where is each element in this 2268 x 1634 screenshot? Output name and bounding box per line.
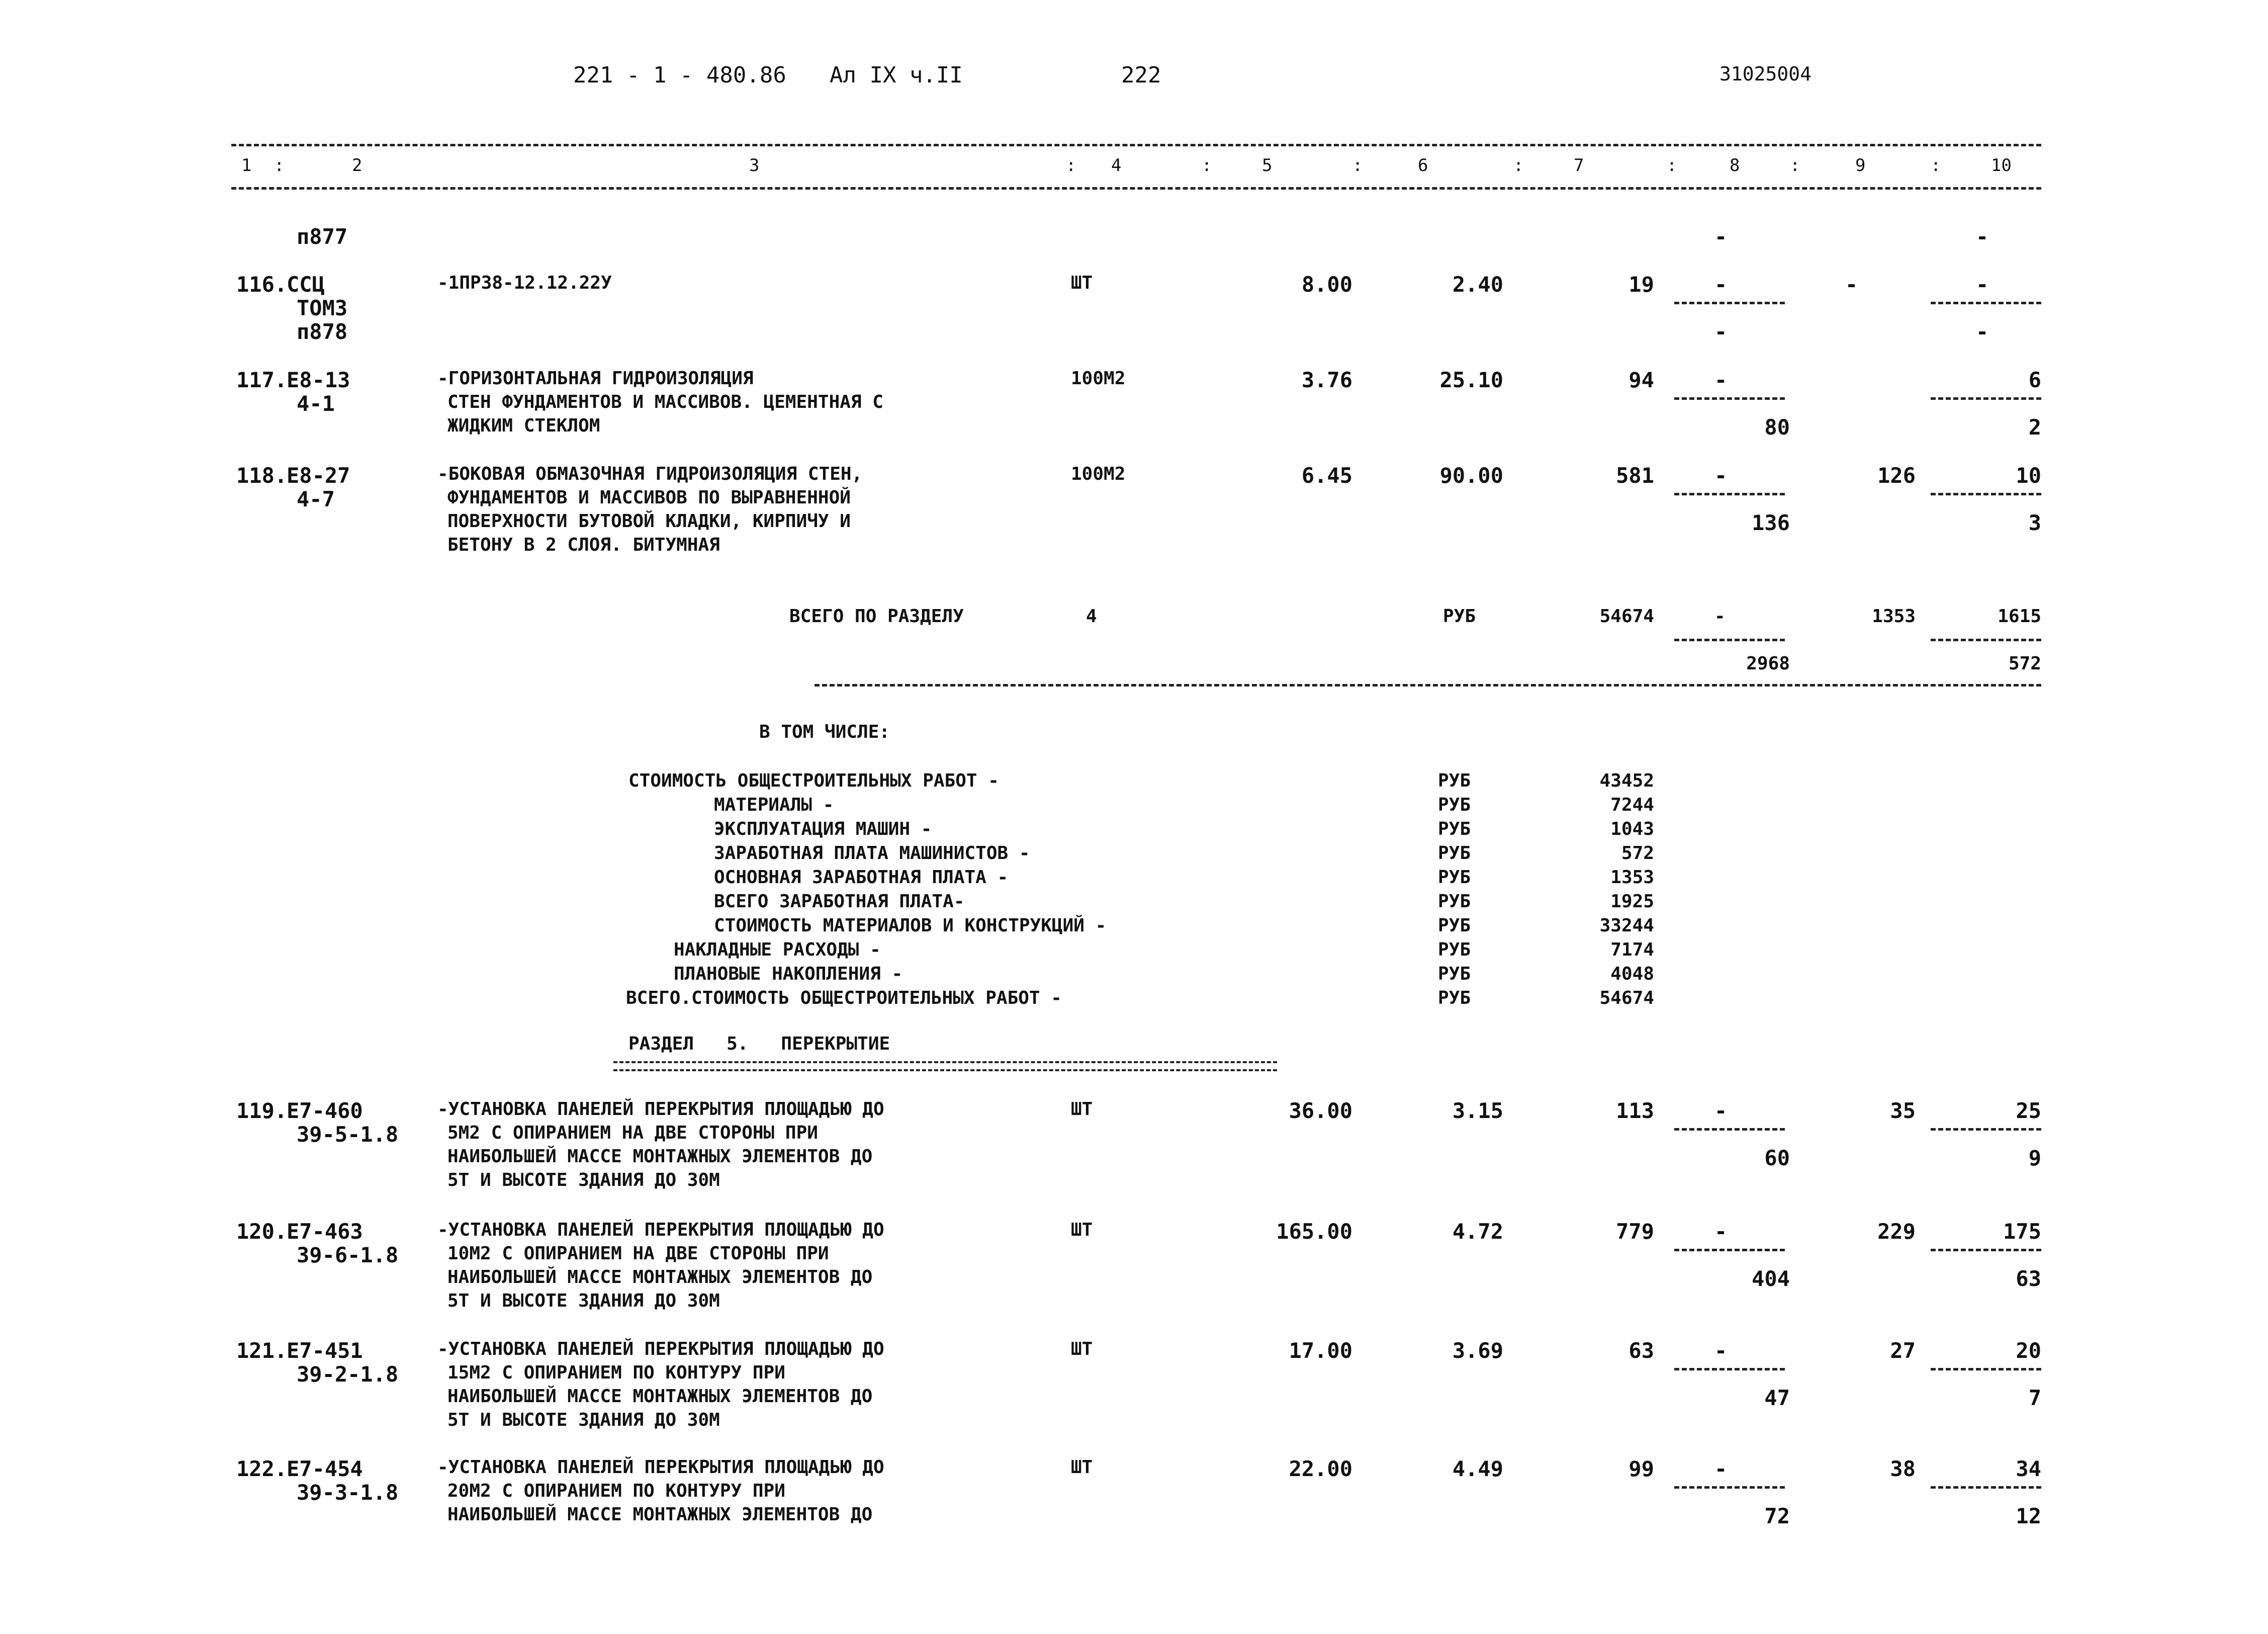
row-unit: ШТ	[1071, 1220, 1093, 1240]
breakdown-label: ЗАРАБОТНАЯ ПЛАТА МАШИНИСТОВ -	[714, 843, 1030, 864]
column-separator: :	[1066, 155, 1076, 176]
row-description-line: НАИБОЛЬШЕЙ МАССЕ МОНТАЖНЫХ ЭЛЕМЕНТОВ ДО	[447, 1267, 873, 1287]
breakdown-value: 54674	[1599, 988, 1654, 1008]
row-col8b: -	[1714, 319, 1728, 344]
row-total: 63	[1628, 1338, 1654, 1363]
row-col10: -	[1976, 224, 1989, 249]
row-col10-dash	[1931, 493, 2041, 495]
row-number: 118.	[236, 463, 288, 488]
column-number-3: 3	[749, 155, 760, 176]
row-description-line: 15М2 С ОПИРАНИЕМ ПО КОНТУРУ ПРИ	[447, 1362, 785, 1383]
breakdown-value: 1353	[1610, 867, 1654, 888]
row-code: Е7-451	[287, 1338, 363, 1363]
page-number: 222	[1121, 62, 1161, 88]
row-description-line: -УСТАНОВКА ПАНЕЛЕЙ ПЕРЕКРЫТИЯ ПЛОЩАДЬЮ ДО	[437, 1457, 884, 1478]
album-ref: Ал IX ч.II	[830, 62, 963, 88]
row-col8b: 404	[1752, 1266, 1790, 1291]
including-label: В ТОМ ЧИСЛЕ:	[759, 722, 890, 742]
row-total: 99	[1628, 1456, 1654, 1481]
row-description-line: НАИБОЛЬШЕЙ МАССЕ МОНТАЖНЫХ ЭЛЕМЕНТОВ ДО	[447, 1386, 873, 1407]
row-col10: 6	[2028, 368, 2041, 392]
row-col8b: 47	[1764, 1386, 1790, 1410]
column-separator: :	[274, 155, 285, 176]
breakdown-unit: РУБ	[1438, 964, 1471, 984]
row-number: 116.	[236, 272, 288, 297]
row-code: Е7-463	[287, 1219, 363, 1244]
section-total-number: 4	[1086, 606, 1097, 627]
row-col10-dash	[1931, 1368, 2041, 1370]
row-unit: ШТ	[1071, 1457, 1093, 1478]
section-5-title: РАЗДЕЛ 5. ПЕРЕКРЫТИЕ	[628, 1034, 890, 1054]
section-5-underline	[613, 1061, 1277, 1071]
row-unit-price: 2.40	[1452, 272, 1503, 297]
row-col10: 10	[2016, 463, 2041, 488]
column-number-2: 2	[352, 155, 362, 176]
row-description-line: НАИБОЛЬШЕЙ МАССЕ МОНТАЖНЫХ ЭЛЕМЕНТОВ ДО	[447, 1146, 873, 1167]
section-total-col8b: 2968	[1746, 653, 1790, 674]
column-separator: :	[1790, 155, 1800, 176]
row-col8: -	[1714, 1219, 1728, 1244]
column-number-5: 5	[1262, 155, 1273, 176]
row-col8: -	[1714, 368, 1728, 392]
breakdown-unit: РУБ	[1438, 891, 1471, 912]
breakdown-label: ЭКСПЛУАТАЦИЯ МАШИН -	[714, 819, 932, 839]
section-total-label: ВСЕГО ПО РАЗДЕЛУ	[789, 606, 964, 627]
row-col8-dash	[1674, 493, 1785, 495]
breakdown-unit: РУБ	[1438, 867, 1471, 888]
breakdown-unit: РУБ	[1438, 915, 1471, 936]
row-col8: -	[1714, 272, 1728, 297]
row-number: 117.	[236, 368, 288, 392]
row-unit-price: 25.10	[1439, 368, 1503, 392]
breakdown-label: СТОИМОСТЬ МАТЕРИАЛОВ И КОНСТРУКЦИЙ -	[714, 915, 1107, 936]
row-col8-dash	[1674, 302, 1785, 304]
row-col10b: 7	[2028, 1386, 2041, 1410]
row-unit-price: 4.49	[1452, 1456, 1503, 1481]
row-number: 120.	[236, 1219, 288, 1244]
row-col8-dash	[1674, 1486, 1785, 1489]
row-total: 779	[1616, 1219, 1654, 1244]
row-col8-dash	[1674, 1368, 1785, 1370]
row-quantity: 36.00	[1289, 1098, 1352, 1123]
row-col9: 126	[1877, 463, 1916, 488]
section-total-col8: -	[1714, 606, 1726, 627]
row-description-line: ПОВЕРХНОСТИ БУТОВОЙ КЛАДКИ, КИРПИЧУ И	[447, 511, 851, 532]
breakdown-unit: РУБ	[1438, 795, 1471, 815]
row-code: Е8-13	[287, 368, 350, 392]
row-unit-price: 3.69	[1452, 1338, 1503, 1363]
row-total: 19	[1628, 272, 1654, 297]
row-col8: -	[1714, 1098, 1728, 1123]
row-col9: 27	[1890, 1338, 1916, 1363]
row-description-line: СТЕН ФУНДАМЕНТОВ И МАССИВОВ. ЦЕМЕНТНАЯ С	[447, 392, 883, 412]
row-code-line2: 39-3-1.8	[297, 1480, 399, 1505]
row-col8-dash	[1674, 397, 1785, 400]
section-total-col10: 1615	[1998, 606, 2041, 627]
row-code-line2: ТОМ3	[297, 296, 348, 320]
row-description-line: 5М2 С ОПИРАНИЕМ НА ДВЕ СТОРОНЫ ПРИ	[447, 1123, 818, 1143]
column-number-10: 10	[1991, 155, 2012, 176]
row-description-line: -УСТАНОВКА ПАНЕЛЕЙ ПЕРЕКРЫТИЯ ПЛОЩАДЬЮ ДО	[437, 1220, 884, 1240]
row-description-line: -ГОРИЗОНТАЛЬНАЯ ГИДРОИЗОЛЯЦИЯ	[437, 368, 754, 389]
breakdown-value: 33244	[1599, 915, 1654, 936]
row-col10b: -	[1976, 319, 1989, 344]
row-quantity: 3.76	[1301, 368, 1352, 392]
row-number: 119.	[236, 1098, 288, 1123]
row-quantity: 6.45	[1301, 463, 1352, 488]
row-col10b: 12	[2016, 1504, 2041, 1528]
column-separator: :	[1352, 155, 1363, 176]
row-code: ССЦ	[287, 272, 325, 297]
column-number-6: 6	[1418, 155, 1428, 176]
row-number: 122.	[236, 1456, 288, 1481]
row-code-line3: п878	[297, 319, 348, 344]
row-unit: ШТ	[1071, 1099, 1093, 1120]
column-number-4: 4	[1111, 155, 1122, 176]
row-unit-price: 3.15	[1452, 1098, 1503, 1123]
doc-code: 31025004	[1719, 63, 1812, 85]
row-col8: -	[1714, 1338, 1728, 1363]
row-code: Е7-460	[287, 1098, 363, 1123]
section-total-col10-dash	[1931, 639, 2041, 641]
breakdown-unit: РУБ	[1438, 939, 1471, 960]
row-unit: ШТ	[1071, 273, 1093, 293]
section-total-col9: 1353	[1872, 606, 1916, 627]
row-description-line: 5Т И ВЫСОТЕ ЗДАНИЯ ДО 30М	[447, 1170, 720, 1190]
row-description-line: НАИБОЛЬШЕЙ МАССЕ МОНТАЖНЫХ ЭЛЕМЕНТОВ ДО	[447, 1504, 873, 1525]
doc-number: 221 - 1 - 480.86	[573, 62, 786, 88]
column-separator: :	[1202, 155, 1212, 176]
row-col8: -	[1714, 463, 1728, 488]
row-description-line: -1ПР38-12.12.22У	[437, 273, 612, 293]
row-code-line2: 4-1	[297, 391, 335, 416]
breakdown-value: 43452	[1599, 770, 1654, 791]
row-code-line2: 39-5-1.8	[297, 1122, 399, 1147]
row-quantity: 17.00	[1289, 1338, 1352, 1363]
section-total-unit: РУБ	[1443, 606, 1476, 627]
breakdown-label: ОСНОВНАЯ ЗАРАБОТНАЯ ПЛАТА -	[714, 867, 1009, 888]
row-description-line: 20М2 С ОПИРАНИЕМ ПО КОНТУРУ ПРИ	[447, 1481, 785, 1501]
row-col9: 229	[1877, 1219, 1916, 1244]
column-number-9: 9	[1855, 155, 1866, 176]
row-code: Е8-27	[287, 463, 350, 488]
row-unit-price: 90.00	[1439, 463, 1503, 488]
breakdown-value: 1925	[1610, 891, 1654, 912]
row-unit: 100М2	[1071, 368, 1126, 389]
row-col8b: 136	[1752, 510, 1790, 535]
row-col8: -	[1714, 224, 1728, 249]
row-description-line: 10М2 С ОПИРАНИЕМ НА ДВЕ СТОРОНЫ ПРИ	[447, 1243, 829, 1264]
row-col10b: 9	[2028, 1146, 2041, 1170]
row-col10b: 3	[2028, 510, 2041, 535]
breakdown-value: 1043	[1610, 819, 1654, 839]
row-description-line: ЖИДКИМ СТЕКЛОМ	[447, 415, 600, 436]
row-description-line: 5Т И ВЫСОТЕ ЗДАНИЯ ДО 30М	[447, 1410, 720, 1430]
breakdown-label: ПЛАНОВЫЕ НАКОПЛЕНИЯ -	[674, 964, 903, 984]
breakdown-unit: РУБ	[1438, 843, 1471, 864]
row-col10: 20	[2016, 1338, 2041, 1363]
breakdown-label: СТОИМОСТЬ ОБЩЕСТРОИТЕЛЬНЫХ РАБОТ -	[628, 770, 999, 791]
column-separator: :	[1931, 155, 1941, 176]
breakdown-label: ВСЕГО.СТОИМОСТЬ ОБЩЕСТРОИТЕЛЬНЫХ РАБОТ -	[626, 988, 1062, 1008]
row-col8-dash	[1674, 1128, 1785, 1131]
row-code: Е7-454	[287, 1456, 363, 1481]
row-code-line2: 4-7	[297, 487, 335, 511]
row-col10b: 2	[2028, 415, 2041, 440]
breakdown-label: ВСЕГО ЗАРАБОТНАЯ ПЛАТА-	[714, 891, 965, 912]
breakdown-value: 572	[1621, 843, 1654, 864]
column-number-1: 1	[241, 155, 252, 176]
header-top-rule	[231, 144, 2041, 146]
row-col8b: 80	[1764, 415, 1790, 440]
row-col10: 175	[2003, 1219, 2041, 1244]
row-col10: 34	[2016, 1456, 2041, 1481]
header-bottom-rule	[231, 187, 2041, 190]
row-col8b: 72	[1764, 1504, 1790, 1528]
breakdown-value: 4048	[1610, 964, 1654, 984]
breakdown-label: НАКЛАДНЫЕ РАСХОДЫ -	[674, 939, 881, 960]
row-code-line2: 39-2-1.8	[297, 1362, 399, 1387]
breakdown-value: 7244	[1610, 795, 1654, 815]
breakdown-value: 7174	[1610, 939, 1654, 960]
row-col8: -	[1714, 1456, 1728, 1481]
row-col8b: 60	[1764, 1146, 1790, 1170]
row-unit: ШТ	[1071, 1339, 1093, 1359]
row-col9: 38	[1890, 1456, 1916, 1481]
row-col10-dash	[1931, 302, 2041, 304]
row-description-line: 5Т И ВЫСОТЕ ЗДАНИЯ ДО 30М	[447, 1291, 720, 1311]
row-col9: -	[1845, 272, 1858, 297]
breakdown-unit: РУБ	[1438, 770, 1471, 791]
breakdown-unit: РУБ	[1438, 988, 1471, 1008]
row-description-line: -БОКОВАЯ ОБМАЗОЧНАЯ ГИДРОИЗОЛЯЦИЯ СТЕН,	[437, 464, 863, 484]
row-code: п877	[297, 224, 348, 249]
row-total: 94	[1628, 368, 1654, 392]
row-unit-price: 4.72	[1452, 1219, 1503, 1244]
section-total-value: 54674	[1599, 606, 1654, 627]
row-description-line: ФУНДАМЕНТОВ И МАССИВОВ ПО ВЫРАВНЕННОЙ	[447, 487, 851, 508]
row-total: 113	[1616, 1098, 1654, 1123]
row-col10-dash	[1931, 1486, 2041, 1489]
row-quantity: 8.00	[1301, 272, 1352, 297]
row-col10: 25	[2016, 1098, 2041, 1123]
row-col10-dash	[1931, 397, 2041, 400]
row-quantity: 22.00	[1289, 1456, 1352, 1481]
row-col10b: 63	[2016, 1266, 2041, 1291]
row-col10-dash	[1931, 1128, 2041, 1131]
column-separator: :	[1513, 155, 1524, 176]
row-description-line: БЕТОНУ В 2 СЛОЯ. БИТУМНАЯ	[447, 535, 720, 555]
row-col10-dash	[1931, 1249, 2041, 1251]
section-total-col10b: 572	[2008, 653, 2041, 674]
row-unit: 100М2	[1071, 464, 1126, 484]
section-total-rule	[814, 684, 2041, 686]
breakdown-label: МАТЕРИАЛЫ -	[714, 795, 834, 815]
row-col9: 35	[1890, 1098, 1916, 1123]
row-code-line2: 39-6-1.8	[297, 1243, 399, 1267]
breakdown-unit: РУБ	[1438, 819, 1471, 839]
column-number-7: 7	[1574, 155, 1584, 176]
column-number-8: 8	[1730, 155, 1740, 176]
row-quantity: 165.00	[1276, 1219, 1352, 1244]
row-description-line: -УСТАНОВКА ПАНЕЛЕЙ ПЕРЕКРЫТИЯ ПЛОЩАДЬЮ ДО	[437, 1339, 884, 1359]
column-separator: :	[1667, 155, 1677, 176]
row-total: 581	[1616, 463, 1654, 488]
row-number: 121.	[236, 1338, 288, 1363]
row-col10: -	[1976, 272, 1989, 297]
row-description-line: -УСТАНОВКА ПАНЕЛЕЙ ПЕРЕКРЫТИЯ ПЛОЩАДЬЮ ДО	[437, 1099, 884, 1120]
section-total-col8-dash	[1674, 639, 1785, 641]
row-col8-dash	[1674, 1249, 1785, 1251]
